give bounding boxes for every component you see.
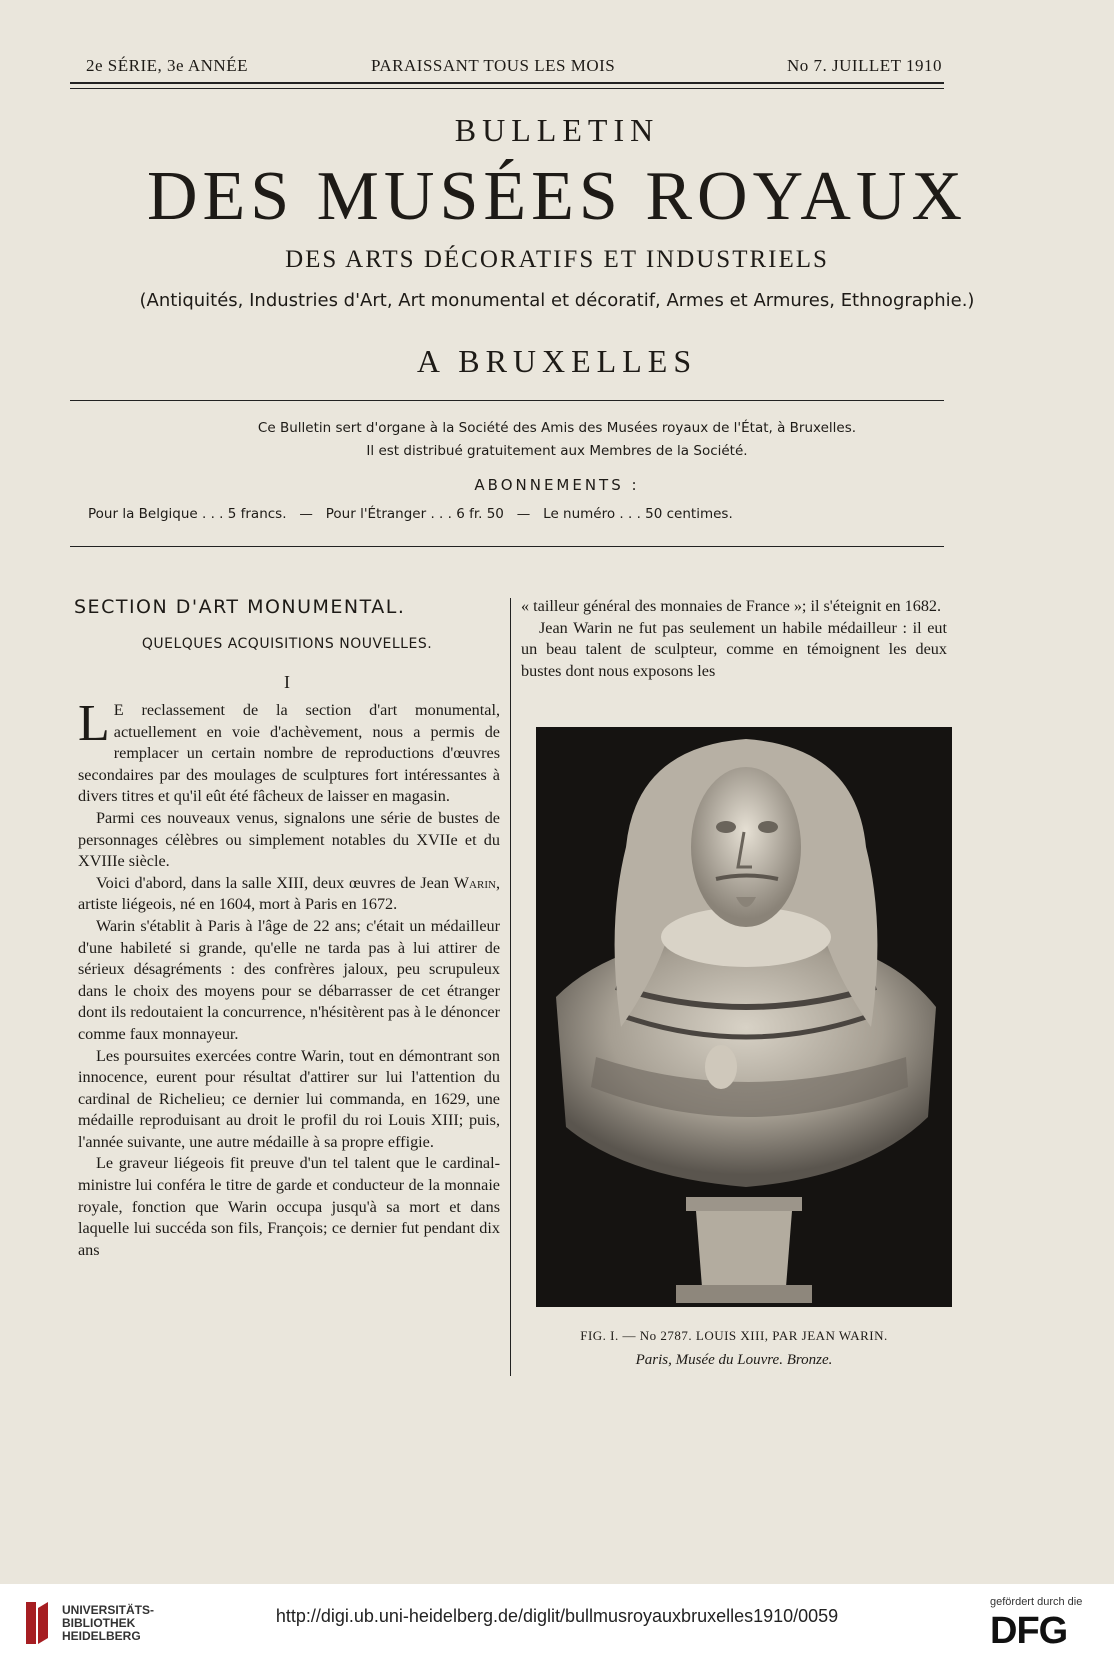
paragraph: Voici d'abord, dans la salle XIII, deux œuvres de Jean Warin, artiste liégeois, né en 1604, mort à Paris en 1672.: [78, 873, 500, 914]
paragraph: Warin s'établit à Paris à l'âge de 22 ans; c'était un médailleur d'une habileté si grande, qu'elle ne tarda pas à lui attirer de sérieux désagréments : des confrères jaloux, peu scrupuleux dans le choix des moyens pour se débarrasser de cet étranger dont ils redoutaient la concurrence, n'hésitèrent pas à le dénoncer comme faux monnayeur.: [78, 916, 500, 1043]
library-name: UNIVERSITÄTS- BIBLIOTHEK HEIDELBERG: [62, 1603, 155, 1643]
chapter-number: I: [284, 672, 290, 692]
funding-note: gefördert durch die: [990, 1596, 1083, 1608]
issue-date-label: No 7. JUILLET 1910: [786, 56, 942, 75]
article-subtitle: QUELQUES ACQUISITIONS NOUVELLES.: [141, 636, 433, 652]
column-divider: [510, 598, 511, 1376]
masthead-topics: (Antiquités, Industries d'Art, Art monumental et décoratif, Armes et Armures, Ethnographie.): [139, 290, 975, 311]
info-line-2: Il est distribué gratuitement aux Membres de la Société.: [366, 443, 748, 459]
artist-name: Warin: [453, 873, 496, 892]
series-label: 2e SÉRIE, 3e ANNÉE: [86, 56, 248, 75]
article-right-column: [521, 596, 947, 682]
masthead-title: DES MUSÉES ROYAUX: [146, 158, 968, 235]
masthead-rule: [70, 400, 944, 401]
subscription-prices: [88, 506, 934, 522]
article-left-column: [78, 695, 500, 1261]
subscriptions-heading: ABONNEMENTS :: [474, 476, 640, 494]
bust-illustration: [536, 727, 952, 1307]
masthead-city: A BRUXELLES: [416, 343, 698, 379]
price-numero: Le numéro . . . 50 centimes.: [543, 506, 733, 522]
price-separator: —: [516, 506, 531, 522]
section-title: SECTION D'ART MONUMENTAL.: [74, 596, 406, 618]
drop-cap: L: [78, 695, 110, 752]
masthead-bulletin: BULLETIN: [454, 112, 660, 148]
price-belgique: Pour la Belgique . . . 5 francs.: [88, 506, 287, 522]
paragraph: L E reclassement de la section d'art monumental, actuellement en voie d'achèvement, nous a permis de remplacer un certain nombre de reproductions d'œuvres secondaires par des moulages de sculptures fort intéressantes à divers titres et qu'il eût été fâcheux de laisser en magasin.: [78, 695, 500, 806]
price-etranger: Pour l'Étranger . . . 6 fr. 50: [325, 506, 504, 522]
paragraph: Le graveur liégeois fit preuve d'un tel talent que le cardinal-ministre lui conféra le titre de garde et conducteur de la monnaie royale, fonction que Warin occupa jusqu'à sa mort et dans laquelle lui succéda son fils, François; ce dernier fut pendant dix ans: [78, 1154, 500, 1259]
frequency-label: PARAISSANT TOUS LES MOIS: [371, 56, 616, 75]
info-rule: [70, 546, 944, 547]
digitization-footer: [0, 1584, 1114, 1662]
info-line-1: Ce Bulletin sert d'organe à la Société des Amis des Musées royaux de l'État, à Bruxelles.: [257, 420, 857, 436]
masthead-subtitle: DES ARTS DÉCORATIFS ET INDUSTRIELS: [285, 246, 829, 273]
dfg-logo: DFG: [990, 1610, 1068, 1652]
figure-caption: FIG. I. — No 2787. LOUIS XIII, PAR JEAN WARIN.: [580, 1328, 888, 1343]
bust-photograph: [536, 727, 952, 1307]
header-rule-thick: [70, 82, 944, 84]
paragraph: « tailleur général des monnaies de France »; il s'éteignit en 1682.: [521, 597, 942, 615]
paragraph: Parmi ces nouveaux venus, signalons une série de bustes de personnages célèbres ou simplement notables du XVIIe et du XVIIIe siècle.: [78, 808, 500, 871]
header-rule-thin: [70, 88, 944, 89]
source-url-link[interactable]: http://digi.ub.uni-heidelberg.de/diglit/bullmusroyauxbruxelles1910/0059: [275, 1606, 839, 1626]
figure-source: Paris, Musée du Louvre. Bronze.: [635, 1352, 833, 1368]
paragraph: Jean Warin ne fut pas seulement un habile médailleur : il eut un beau talent de sculpteur, comme en témoignent les deux bustes dont nous exposons les: [521, 618, 947, 680]
price-separator: —: [299, 506, 313, 522]
paragraph: Les poursuites exercées contre Warin, tout en démontrant son innocence, eurent pour résultat d'attirer sur lui l'attention du cardinal de Richelieu; ce dernier lui commanda, en 1629, une médaille reproduisant au droit le profil du roi Louis XIII; puis, l'année suivante, une autre médaille à sa propre effigie.: [78, 1046, 500, 1151]
